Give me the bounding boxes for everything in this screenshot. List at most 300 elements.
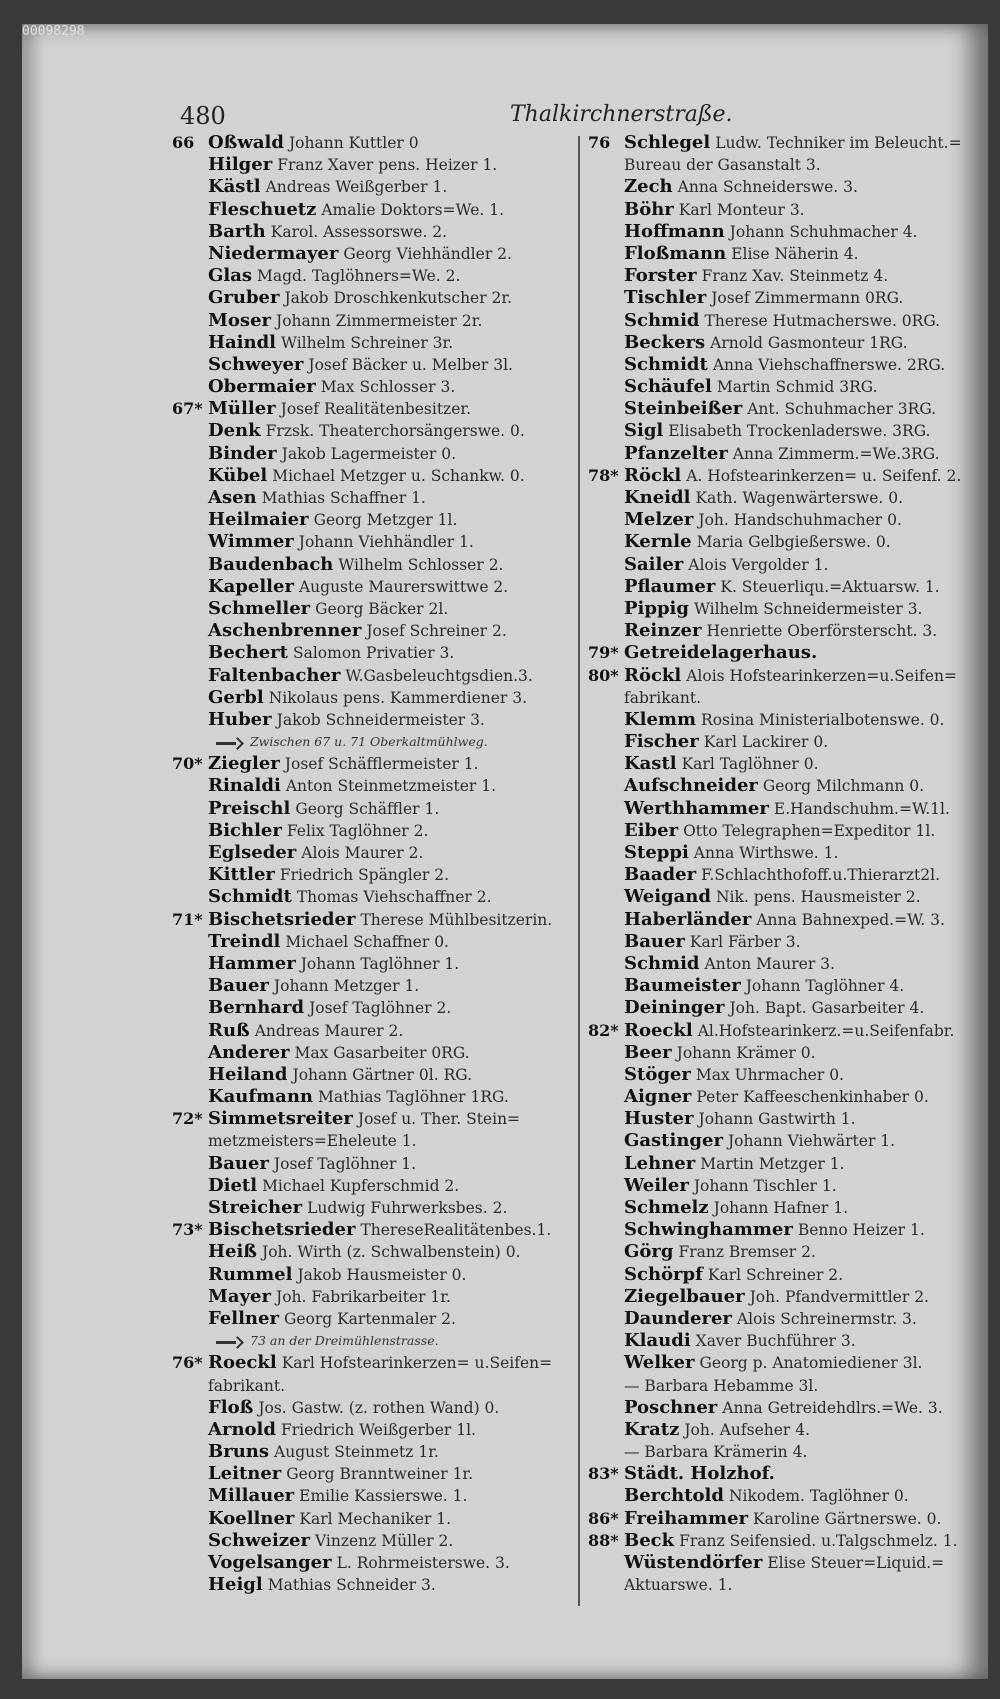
resident-surname: Sigl: [624, 420, 664, 442]
directory-entry: [172, 1197, 572, 1219]
resident-surname: Schmelz: [624, 1197, 709, 1218]
resident-surname: Görg: [624, 1241, 674, 1263]
resident-surname: Eglseder: [208, 842, 297, 863]
resident-details: Johann Metzger 1.: [273, 977, 420, 996]
resident-surname: Aufschneider: [624, 775, 758, 797]
directory-entry: [172, 1286, 572, 1308]
resident-surname: Deininger: [624, 997, 725, 1019]
resident-surname: Baudenbach: [208, 553, 334, 575]
resident-details: Wilhelm Schreiner 3r.: [281, 333, 454, 352]
resident-details: Nikolaus pens. Kammerdiener 3.: [268, 688, 528, 707]
directory-entry: [172, 1530, 572, 1552]
resident-surname: Roeckl: [208, 1352, 277, 1374]
resident-surname: Schmid: [624, 309, 700, 331]
resident-details: Josef Schäfflermeister 1.: [284, 755, 479, 774]
resident-details: Al.Hofstearinkerz.=u.Seifenfabr.: [697, 1021, 955, 1040]
directory-entry: [172, 798, 572, 820]
resident-details: E.Handschuhm.=W.1l.: [773, 799, 950, 818]
directory-entry: [588, 531, 968, 553]
resident-surname: Kernle: [624, 531, 692, 553]
resident-surname: Bauer: [624, 930, 685, 952]
resident-surname: Binder: [208, 442, 277, 464]
resident-surname: Fellner: [208, 1307, 279, 1329]
resident-details: Alois Vergolder 1.: [688, 555, 829, 574]
directory-entry: [588, 287, 968, 309]
resident-details: Joh. Fabrikarbeiter 1r.: [275, 1287, 451, 1306]
resident-details: Karl Mechaniker 1.: [299, 1509, 452, 1528]
directory-entry: [588, 265, 968, 287]
resident-details: Elisabeth Trockenladerswe. 3RG.: [668, 422, 931, 441]
resident-details: Kath. Wagenwärterswe. 0.: [695, 489, 904, 507]
directory-entry: [588, 909, 968, 931]
resident-details: Georg Metzger 1l.: [313, 511, 458, 530]
directory-entry: [172, 1175, 572, 1197]
directory-entry: [172, 1153, 572, 1175]
directory-entry: [172, 598, 572, 620]
resident-details: Alois Hofstearinkerzen=u.Seifen=: [686, 666, 957, 685]
directory-entry: [588, 620, 968, 642]
directory-entry: [588, 243, 968, 265]
directory-entry: [172, 975, 572, 997]
resident-surname: Zech: [624, 176, 673, 198]
resident-surname: Haberländer: [624, 908, 752, 930]
resident-surname: Daunderer: [624, 1307, 732, 1329]
resident-surname: Röckl: [624, 464, 682, 486]
continuation-line: metzmeisters=Eheleute 1.: [208, 1132, 417, 1151]
directory-entry: [172, 909, 572, 931]
directory-entry: [588, 642, 968, 664]
directory-entry: [172, 332, 572, 354]
directory-entry: [172, 1574, 572, 1596]
resident-surname: Huster: [624, 1108, 694, 1130]
directory-page: [22, 24, 988, 1679]
resident-details: Johann Taglöhner 1.: [300, 954, 460, 973]
resident-surname: Bernhard: [208, 997, 305, 1019]
resident-surname: Schörpf: [624, 1263, 703, 1285]
continuation-line: fabrikant.: [208, 1376, 286, 1395]
resident-surname: Beer: [624, 1041, 672, 1063]
resident-details: Anna Bahnexped.=W. 3.: [756, 910, 945, 929]
resident-surname: Leitner: [208, 1463, 282, 1485]
resident-surname: Bischetsrieder: [208, 908, 356, 930]
directory-entry: [172, 620, 572, 642]
resident-surname: Hammer: [208, 952, 296, 974]
resident-surname: Gruber: [208, 287, 280, 309]
resident-details: Josef u. Ther. Stein=: [357, 1110, 521, 1129]
directory-entry: [172, 953, 572, 975]
resident-details: Max Schlosser 3.: [320, 378, 456, 397]
resident-surname: Müller: [208, 398, 276, 420]
resident-surname: Sailer: [624, 553, 684, 575]
note-text: 73 an der Dreimühlenstrasse.: [250, 1333, 439, 1349]
resident-surname: Roeckl: [624, 1019, 693, 1041]
directory-entry: [172, 531, 572, 553]
resident-details: Franz Xav. Steinmetz 4.: [701, 267, 889, 286]
resident-details: Maria Gelbgießerswe. 0.: [696, 533, 891, 552]
resident-surname: Klemm: [624, 708, 697, 730]
directory-entry: [588, 1485, 968, 1507]
house-number: 67*: [172, 399, 203, 419]
resident-surname: Steinbeißer: [624, 398, 743, 420]
directory-entry: [588, 1020, 968, 1042]
resident-surname: Faltenbacher: [208, 664, 341, 686]
resident-details: Max Uhrmacher 0.: [695, 1065, 844, 1084]
directory-entry: [172, 487, 572, 509]
resident-surname: Fleschuetz: [208, 198, 317, 220]
directory-entry: [172, 931, 572, 953]
directory-entry: [588, 953, 968, 975]
directory-entry: [172, 243, 572, 265]
directory-entry: [588, 709, 968, 731]
directory-entry: [588, 199, 968, 221]
directory-entry: [172, 176, 572, 198]
directory-entry: [172, 687, 572, 709]
resident-details: Karl Lackirer 0.: [703, 733, 829, 752]
resident-details: Johann Schuhmacher 4.: [729, 222, 918, 241]
resident-surname: Heiß: [208, 1241, 257, 1263]
continuation-line: Aktuarswe. 1.: [624, 1576, 733, 1595]
resident-details: Alois Maurer 2.: [301, 844, 424, 862]
resident-surname: Floßmann: [624, 242, 727, 264]
directory-entry: [172, 1463, 572, 1485]
left-column: [172, 132, 572, 1596]
resident-surname: Kastl: [624, 753, 677, 775]
resident-surname: Schweyer: [208, 353, 304, 375]
directory-entry: [588, 798, 968, 820]
resident-details: Max Gasarbeiter 0RG.: [294, 1043, 470, 1062]
directory-entry: [588, 1264, 968, 1286]
resident-surname: Schlegel: [624, 132, 711, 153]
resident-surname: Oßwald: [208, 132, 284, 153]
directory-entry: [172, 1441, 572, 1463]
resident-details: Anna Wirthswe. 1.: [693, 844, 839, 862]
resident-surname: Heilmaier: [208, 509, 309, 531]
resident-details: Joh. Bapt. Gasarbeiter 4.: [729, 999, 925, 1018]
house-number: 82*: [588, 1020, 619, 1040]
resident-details: Xaver Buchführer 3.: [695, 1332, 856, 1351]
resident-details: Karol. Assessorswe. 2.: [270, 222, 448, 241]
directory-entry: [588, 864, 968, 886]
resident-surname: Steppi: [624, 842, 689, 863]
directory-entry: [588, 420, 968, 442]
resident-details: Josef Bäcker u. Melber 3l.: [308, 355, 513, 374]
directory-entry: [172, 1219, 572, 1241]
resident-surname: Bauer: [208, 1152, 269, 1174]
resident-details: Johann Taglöhner 4.: [745, 977, 905, 996]
resident-surname: Wimmer: [208, 531, 294, 553]
directory-entry: [172, 1108, 572, 1130]
resident-details: Frzsk. Theaterchorsängerswe. 0.: [265, 422, 525, 441]
resident-details: Joh. Wirth (z. Schwalbenstein) 0.: [261, 1243, 521, 1262]
directory-entry: [588, 132, 968, 154]
directory-entry: [588, 1397, 968, 1419]
resident-surname: Fischer: [624, 731, 699, 753]
directory-entry: [172, 1397, 572, 1419]
resident-surname: Streicher: [208, 1197, 303, 1218]
directory-entry: [588, 576, 968, 598]
directory-entry: [588, 1419, 968, 1441]
directory-entry: [588, 1241, 968, 1263]
directory-entry: [172, 287, 572, 309]
resident-surname: Beck: [624, 1529, 675, 1551]
directory-entry: [588, 1219, 968, 1241]
directory-entry: [172, 775, 572, 797]
directory-entry: [172, 154, 572, 176]
house-number: 73*: [172, 1220, 203, 1240]
resident-details: Andreas Weißgerber 1.: [265, 178, 448, 197]
resident-details: Anton Maurer 3.: [704, 954, 835, 973]
directory-entry: [172, 1419, 572, 1441]
resident-details: Jakob Droschkenkutscher 2r.: [284, 289, 513, 308]
directory-entry: [588, 310, 968, 332]
resident-surname: Kaufmann: [208, 1086, 314, 1108]
resident-surname: Rummel: [208, 1263, 293, 1285]
directory-entry: [588, 997, 968, 1019]
resident-details: Johann Viehwärter 1.: [727, 1132, 896, 1151]
resident-surname: Ruß: [208, 1019, 250, 1041]
resident-details: Martin Schmid 3RG.: [716, 378, 878, 397]
resident-details: Georg Viehhändler 2.: [343, 244, 512, 263]
directory-entry: [172, 554, 572, 576]
resident-surname: Melzer: [624, 509, 694, 531]
directory-entry: [588, 554, 968, 576]
resident-surname: Heigl: [208, 1574, 263, 1596]
resident-details: Anton Steinmetzmeister 1.: [285, 777, 496, 796]
directory-entry: [588, 1530, 968, 1552]
resident-surname: Hilger: [208, 154, 273, 176]
resident-details: Ant. Schuhmacher 3RG.: [747, 400, 937, 419]
resident-surname: Rinaldi: [208, 775, 281, 797]
directory-entry: [172, 1485, 572, 1507]
directory-entry: [172, 886, 572, 908]
resident-details: Auguste Maurerswittwe 2.: [298, 577, 509, 596]
directory-entry: [172, 1264, 572, 1286]
resident-details: Jakob Hausmeister 0.: [297, 1265, 467, 1284]
resident-surname: Werthhammer: [624, 797, 769, 819]
street-note: [172, 1330, 572, 1352]
resident-details: F.Schlachthofoff.u.Thierarzt2l.: [701, 866, 941, 885]
directory-entry: [172, 398, 572, 420]
directory-entry: [172, 864, 572, 886]
resident-surname: Koellner: [208, 1507, 295, 1529]
resident-details: Georg Bäcker 2l.: [315, 599, 449, 618]
resident-surname: Klaudi: [624, 1330, 691, 1352]
directory-entry: [588, 1153, 968, 1175]
resident-details: Jos. Gastw. (z. rothen Wand) 0.: [258, 1398, 500, 1417]
resident-details: Friedrich Spängler 2.: [279, 866, 450, 885]
resident-surname: Freihammer: [624, 1507, 749, 1529]
resident-surname: Kittler: [208, 864, 275, 886]
resident-details: Joh. Handschuhmacher 0.: [698, 511, 902, 530]
directory-entry: [588, 1286, 968, 1308]
resident-details: Georg Schäffler 1.: [295, 799, 440, 818]
directory-entry: [172, 997, 572, 1019]
house-number: 86*: [588, 1508, 619, 1528]
resident-details: Mathias Schaffner 1.: [261, 489, 426, 507]
resident-surname: Bruns: [208, 1441, 270, 1463]
directory-entry: [172, 376, 572, 398]
resident-surname: Arnold: [208, 1418, 276, 1440]
directory-entry: [172, 842, 572, 864]
resident-details: Georg Milchmann 0.: [762, 777, 925, 796]
resident-surname: Böhr: [624, 198, 674, 220]
resident-surname: Bauer: [208, 975, 269, 997]
continuation-line: — Barbara Hebamme 3l.: [624, 1376, 819, 1395]
resident-surname: Tischler: [624, 287, 707, 309]
directory-entry: [172, 1042, 572, 1064]
directory-entry: [172, 1086, 572, 1108]
resident-details: August Steinmetz 1r.: [274, 1443, 439, 1462]
directory-entry: [588, 221, 968, 243]
resident-details: Josef Realitätenbesitzer.: [280, 400, 472, 419]
continuation-line: — Barbara Krämerin 4.: [624, 1443, 808, 1462]
resident-surname: Weigand: [624, 886, 711, 908]
house-number: 76*: [172, 1353, 203, 1373]
resident-surname: Pflaumer: [624, 575, 716, 597]
resident-surname: Dietl: [208, 1174, 258, 1196]
house-number: 70*: [172, 754, 203, 774]
directory-entry: [588, 1064, 968, 1086]
resident-surname: Pfanzelter: [624, 442, 728, 464]
resident-surname: Pippig: [624, 597, 689, 619]
resident-surname: Bechert: [208, 642, 288, 664]
directory-entry: [172, 509, 572, 531]
directory-entry: [172, 820, 572, 842]
directory-entry: [588, 731, 968, 753]
resident-details: K. Steuerliqu.=Aktuarsw. 1.: [720, 577, 940, 596]
resident-details: Jakob Schneidermeister 3.: [276, 710, 485, 729]
resident-details: Nikodem. Taglöhner 0.: [728, 1487, 909, 1506]
resident-details: Peter Kaffeeschenkinhaber 0.: [696, 1088, 929, 1107]
directory-entry: [588, 1197, 968, 1219]
directory-entry: [588, 354, 968, 376]
resident-surname: Wüstendörfer: [624, 1552, 763, 1573]
resident-surname: Beckers: [624, 331, 706, 353]
directory-entry: [172, 1308, 572, 1330]
directory-entry: [172, 354, 572, 376]
resident-surname: Vogelsanger: [208, 1552, 332, 1573]
archive-stamp: 00098298: [22, 24, 85, 39]
directory-entry: [588, 1308, 968, 1330]
resident-surname: Schmeller: [208, 597, 311, 619]
resident-details: Karl Hofstearinkerzen= u.Seifen=: [281, 1354, 553, 1373]
resident-surname: Kästl: [208, 176, 261, 198]
resident-details: Friedrich Weißgerber 1l.: [280, 1420, 476, 1439]
directory-entry: [588, 487, 968, 509]
resident-details: Wilhelm Schneidermeister 3.: [693, 599, 923, 618]
resident-details: Ludwig Fuhrwerksbes. 2.: [307, 1199, 508, 1217]
directory-entry: [172, 420, 572, 442]
directory-entry: [172, 1064, 572, 1086]
resident-details: Michael Metzger u. Schankw. 0.: [272, 466, 525, 485]
resident-surname: Baader: [624, 864, 697, 886]
directory-entry: [588, 443, 968, 465]
resident-details: Wilhelm Schlosser 2.: [338, 555, 504, 574]
directory-entry: [172, 443, 572, 465]
pointing-hand-icon: [216, 738, 242, 748]
directory-entry: [588, 398, 968, 420]
resident-details: Nik. pens. Hausmeister 2.: [715, 888, 921, 907]
resident-details: Felix Taglöhner 2.: [286, 821, 429, 840]
resident-details: Henriette Oberförsterscht. 3.: [706, 622, 938, 641]
directory-entry: [172, 642, 572, 664]
resident-details: Joh. Pfandvermittler 2.: [749, 1287, 929, 1306]
resident-surname: Schwinghammer: [624, 1219, 793, 1241]
resident-details: Benno Heizer 1.: [797, 1221, 925, 1240]
resident-surname: Aschenbrenner: [208, 620, 362, 642]
resident-details: Karl Monteur 3.: [678, 200, 805, 219]
resident-surname: Röckl: [624, 664, 682, 686]
directory-entry: [588, 1352, 968, 1374]
resident-surname: Haindl: [208, 331, 277, 353]
directory-entry: [172, 465, 572, 487]
resident-details: Karoline Gärtnerswe. 0.: [753, 1509, 942, 1528]
resident-details: Johann Viehhändler 1.: [298, 533, 474, 552]
resident-surname: Millauer: [208, 1485, 295, 1507]
directory-entry: [588, 376, 968, 398]
resident-surname: Kapeller: [208, 575, 294, 597]
directory-entry: [172, 1241, 572, 1263]
directory-entry: [172, 709, 572, 731]
house-number: 83*: [588, 1464, 619, 1484]
directory-entry: [588, 775, 968, 797]
house-number: 72*: [172, 1109, 203, 1129]
directory-entry: [588, 975, 968, 997]
resident-surname: Städt. Holzhof.: [624, 1463, 775, 1485]
directory-entry: [172, 265, 572, 287]
resident-details: Josef Zimmermann 0RG.: [711, 289, 904, 308]
resident-surname: Gerbl: [208, 686, 264, 708]
resident-details: Johann Tischler 1.: [693, 1176, 837, 1195]
resident-details: Karl Schreiner 2.: [707, 1265, 844, 1284]
resident-surname: Aigner: [624, 1086, 692, 1108]
resident-details: Johann Hafner 1.: [713, 1199, 849, 1217]
resident-surname: Schäufel: [624, 376, 712, 398]
resident-details: Anna Viehschaffnerswe. 2RG.: [712, 355, 946, 374]
directory-entry: [172, 753, 572, 775]
resident-details: Johann Krämer 0.: [676, 1043, 816, 1062]
resident-surname: Getreidelagerhaus.: [624, 642, 818, 664]
resident-surname: Weiler: [624, 1174, 689, 1196]
resident-surname: Denk: [208, 420, 261, 442]
directory-entry: [588, 820, 968, 842]
directory-entry: [588, 886, 968, 908]
directory-entry: [172, 665, 572, 687]
directory-entry: [588, 332, 968, 354]
resident-details: Therese Mühlbesitzerin.: [360, 910, 553, 929]
directory-entry: [172, 310, 572, 332]
street-title: Thalkirchnerstraße.: [510, 102, 733, 127]
resident-surname: Reinzer: [624, 620, 702, 642]
directory-entry: [172, 1508, 572, 1530]
resident-details: Karl Färber 3.: [689, 932, 801, 951]
resident-surname: Welker: [624, 1352, 695, 1374]
page-header: [180, 102, 733, 132]
resident-surname: Kübel: [208, 464, 268, 486]
directory-entry: [172, 221, 572, 243]
resident-surname: Mayer: [208, 1285, 271, 1307]
resident-details: Josef Taglöhner 2.: [309, 999, 452, 1018]
resident-details: Mathias Taglöhner 1RG.: [318, 1088, 509, 1107]
resident-details: Johann Zimmermeister 2r.: [276, 311, 483, 330]
house-number: 78*: [588, 465, 619, 485]
house-number: 88*: [588, 1530, 619, 1550]
directory-entry: [172, 132, 572, 154]
resident-details: Franz Seifensied. u.Talgschmelz. 1.: [679, 1531, 958, 1550]
resident-surname: Eiber: [624, 819, 679, 841]
resident-surname: Obermaier: [208, 376, 316, 398]
resident-surname: Kratz: [624, 1418, 680, 1440]
